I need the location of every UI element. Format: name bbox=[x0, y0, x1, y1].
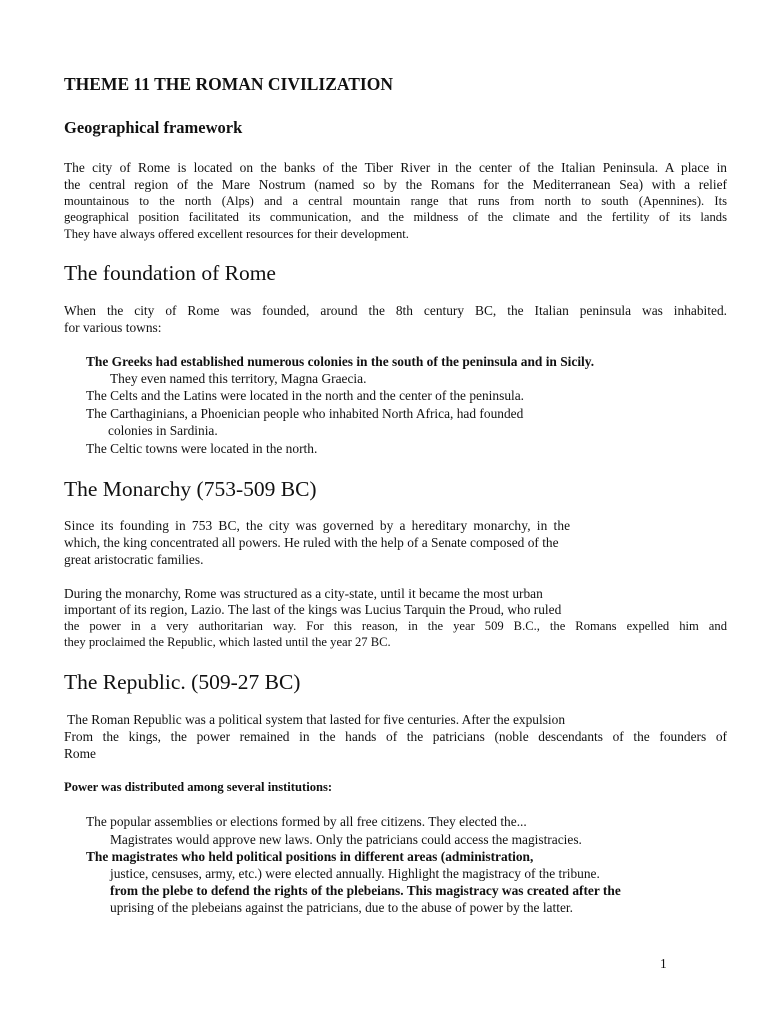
republic-line: From the kings, the power remained in the hands of the patricians (noble descendants of the founders of bbox=[64, 729, 727, 744]
foundation-bullet: The Celtic towns were located in the north. bbox=[86, 441, 318, 456]
monarchy-line: great aristocratic families. bbox=[64, 552, 204, 567]
document-title: THEME 11 THE ROMAN CIVILIZATION bbox=[64, 74, 393, 94]
foundation-bullet: The Celts and the Latins were located in the north and the center of the peninsula. bbox=[86, 388, 525, 403]
geo-line: They have always offered excellent resources for their development. bbox=[64, 227, 409, 241]
foundation-intro-line: for various towns: bbox=[64, 320, 162, 335]
geo-line: The city of Rome is located on the banks of the Tiber River in the center of the Italian Peninsula. A place in bbox=[64, 160, 727, 175]
foundation-intro-line: When the city of Rome was founded, around the 8th century BC, the Italian peninsula was inhabited. bbox=[64, 303, 727, 318]
monarchy-line: During the monarchy, Rome was structured as a city-state, until it became the most urban bbox=[64, 586, 543, 601]
power-heading: Power was distributed among several institutions: bbox=[64, 780, 333, 794]
republic-bullet: The magistrates who held political positions in different areas (administration, bbox=[86, 849, 534, 864]
geo-line: the central region of the Mare Nostrum (named so by the Romans for the Mediterranean Sea) with a relief bbox=[64, 177, 727, 192]
foundation-bullet-cont: They even named this territory, Magna Graecia. bbox=[110, 371, 367, 386]
monarchy-line: they proclaimed the Republic, which lasted until the year 27 BC. bbox=[64, 635, 391, 649]
foundation-heading: The foundation of Rome bbox=[64, 261, 276, 285]
republic-line: The Roman Republic was a political system that lasted for five centuries. After the expulsion bbox=[64, 712, 566, 727]
foundation-bullet: The Greeks had established numerous colonies in the south of the peninsula and in Sicily. bbox=[86, 354, 595, 369]
republic-bullet-cont: justice, censuses, army, etc.) were elected annually. Highlight the magistracy of the tribune. bbox=[110, 866, 600, 881]
republic-heading: The Republic. (509-27 BC) bbox=[64, 670, 301, 694]
geo-line: geographical position facilitated its communication, and the mildness of the climate and the fertility of its lands bbox=[64, 210, 727, 224]
republic-line: Rome bbox=[64, 746, 96, 761]
republic-bullet: The popular assemblies or elections formed by all free citizens. They elected the... bbox=[86, 814, 527, 829]
page-number: 1 bbox=[660, 956, 667, 971]
geo-heading: Geographical framework bbox=[64, 118, 243, 137]
foundation-bullet-cont: colonies in Sardinia. bbox=[108, 423, 218, 438]
republic-bullet-cont: Magistrates would approve new laws. Only the patricians could access the magistracies. bbox=[110, 832, 582, 847]
monarchy-line: Since its founding in 753 BC, the city was governed by a hereditary monarchy, in the bbox=[64, 518, 571, 533]
monarchy-line: important of its region, Lazio. The last of the kings was Lucius Tarquin the Proud, who ruled bbox=[64, 602, 562, 617]
monarchy-line: which, the king concentrated all powers. He ruled with the help of a Senate composed of the bbox=[64, 535, 559, 550]
geo-line: mountainous to the north (Alps) and a central mountain range that runs from north to south (Apennines). Its bbox=[64, 194, 727, 208]
monarchy-heading: The Monarchy (753-509 BC) bbox=[64, 477, 317, 501]
republic-bullet-cont: uprising of the plebeians against the patricians, due to the abuse of power by the latter. bbox=[110, 900, 573, 915]
monarchy-line: the power in a very authoritarian way. For this reason, in the year 509 B.C., the Romans expelled him and bbox=[64, 619, 727, 633]
republic-bullet-cont: from the plebe to defend the rights of the plebeians. This magistracy was created after the bbox=[110, 883, 621, 898]
foundation-bullet: The Carthaginians, a Phoenician people who inhabited North Africa, had founded bbox=[86, 406, 524, 421]
